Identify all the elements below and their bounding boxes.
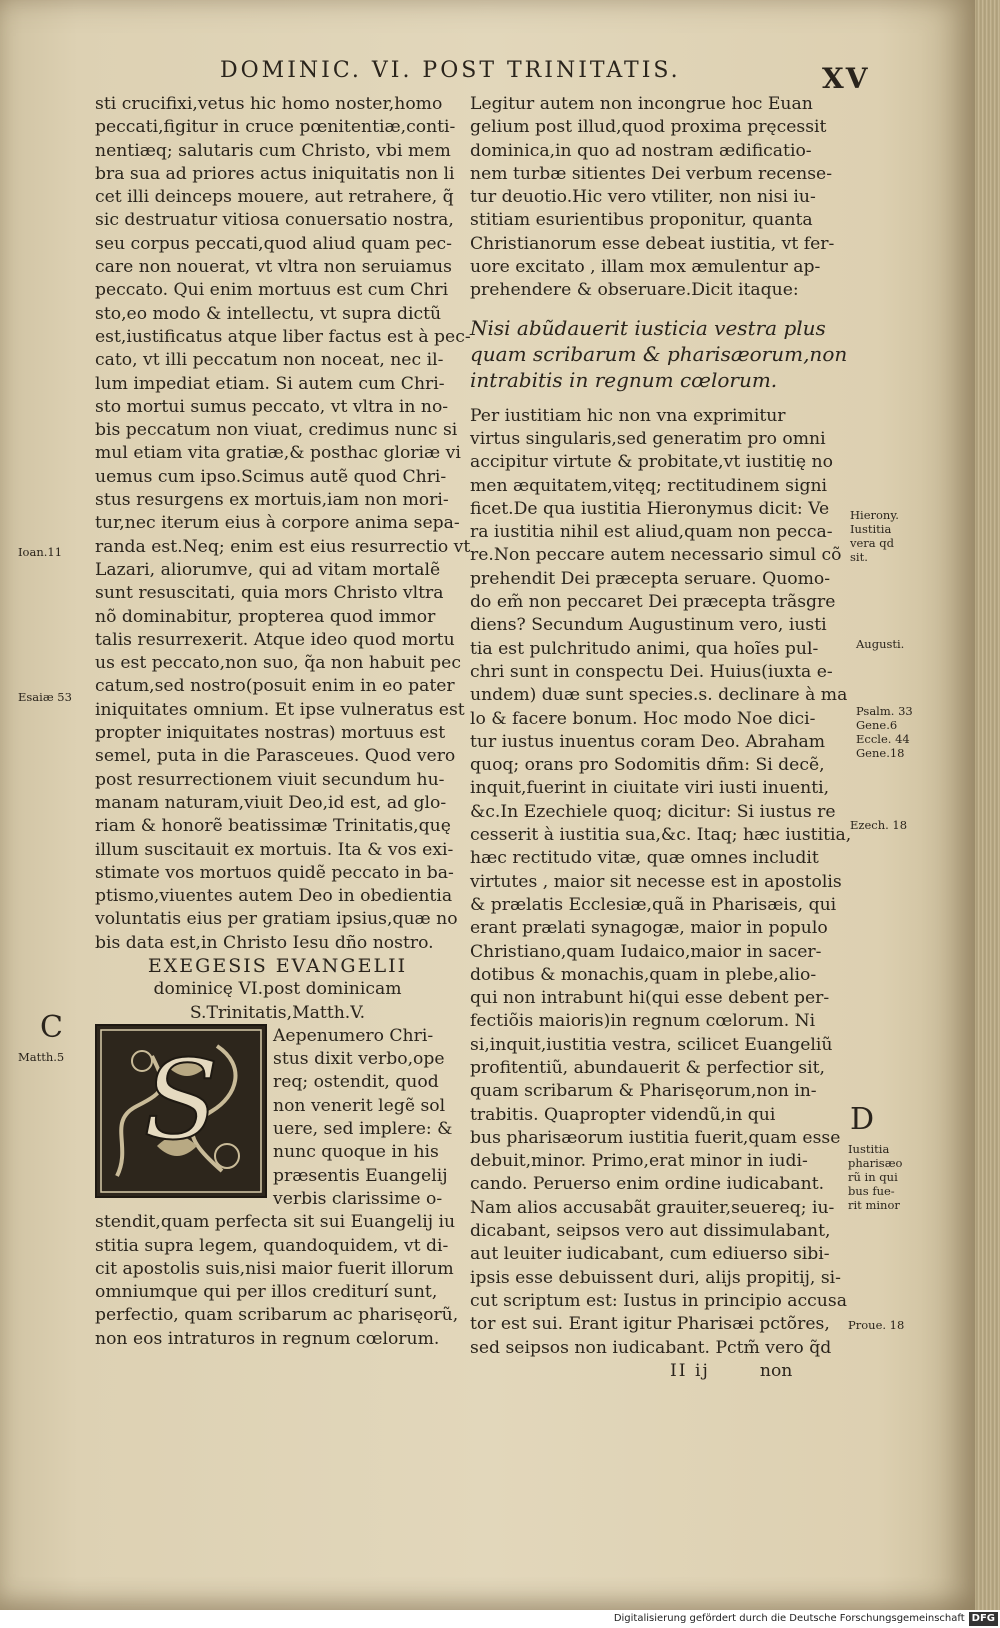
text-line: lo & facere bonum. Hoc modo Noe dici-: [470, 708, 816, 729]
text-line: re.Non peccare autem necessario simul cõ: [470, 545, 842, 566]
running-title: DOMINIC. VI. POST TRINITATIS.: [220, 58, 681, 83]
text-line: & prælatis Ecclesiæ,quã in Pharisæis, qui: [470, 894, 837, 915]
text-line: semel, puta in die Parasceues. Quod vero: [95, 746, 456, 767]
text-line: non venerit legẽ sol: [273, 1095, 446, 1116]
text-line: debuit,minor. Primo,erat minor in iudi-: [470, 1151, 808, 1172]
text-line: hæc rectitudo vitæ, quæ omnes includit: [470, 848, 819, 869]
text-line: profitentiũ, abundauerit & perfectior sit,: [470, 1057, 825, 1078]
margin-note-matth: Matth.5: [18, 1050, 65, 1064]
catchword: non: [759, 1360, 793, 1381]
text-line: iniquitates omnium. Et ipse vulneratus est: [95, 699, 465, 720]
margin-note-iustitia: Iustitia pharisæo rũ in qui bus fue- rit minor: [848, 1142, 903, 1212]
margin-note-augusti: Augusti.: [856, 637, 905, 651]
text-line: diens? Secundum Augustinum vero, iusti: [470, 615, 827, 636]
text-line: omniumque qui per illos crediturí sunt,: [95, 1282, 438, 1303]
text-line: dicabant, seipsos vero aut dissimulabant,: [470, 1221, 831, 1242]
text-line: perfectio, quam scribarum ac pharisęorũ,: [95, 1305, 459, 1326]
text-line: stus dixit verbo,ope: [273, 1049, 445, 1070]
text-line: est,iustificatus atque liber factus est à pec-: [95, 326, 471, 347]
text-line: sti crucifixi,vetus hic homo noster,homo: [95, 94, 443, 114]
text-line: tur iustus inuentus coram Deo. Abraham: [470, 731, 826, 752]
footer-text: Digitalisierung gefördert durch die Deutsche Forschungsgemeinschaft: [613, 1613, 965, 1624]
text-line: voluntatis eius per gratiam ipsius,quæ no: [95, 909, 458, 930]
text-line: virtus singularis,sed generatim pro omni: [470, 428, 826, 449]
decorated-initial: [95, 1024, 267, 1198]
text-line: Legitur autem non incongrue hoc Euan: [470, 94, 813, 114]
text-line: intrabitis in regnum cœlorum.: [470, 367, 778, 392]
text-line: cando. Peruerso enim ordine iudicabant.: [470, 1174, 825, 1195]
section-letter-c: C: [40, 1010, 63, 1045]
text-line: quoq; orans pro Sodomitis dñm: Si decẽ,: [470, 755, 825, 776]
text-line: sic destruatur vitiosa conuersatio nostra,: [95, 210, 454, 231]
margin-note-proue: Proue. 18: [848, 1318, 905, 1332]
text-line: Lazari, aliorumve, qui ad vitam mortalẽ: [95, 559, 441, 580]
text-line: dotibus & monachis,quam in plebe,alio-: [470, 964, 817, 985]
right-column-text: [470, 405, 852, 1360]
text-line: Aepenumero Chri-: [273, 1025, 434, 1046]
text-line: do em̃ non peccaret Dei præcepta trãsgre: [470, 592, 836, 613]
text-line: ptismo,viuentes autem Deo in obedientia: [95, 886, 453, 907]
text-line: tur deuotio.Hic vero vtiliter, non nisi iu-: [470, 187, 816, 208]
text-line: nunc quoque in his: [273, 1142, 439, 1163]
text-line: cato, vt illi peccatum non noceat, nec il-: [95, 350, 444, 371]
text-line: propter iniquitates nostras) mortuus est: [95, 723, 446, 744]
text-line: Christiano,quam Iudaico,maior in sacer-: [470, 941, 822, 962]
text-line: nentiæq; salutaris cum Christo, vbi mem: [95, 140, 451, 161]
text-line: lum impediat etiam. Si autem cum Chri-: [95, 373, 445, 394]
decorated-initial-art: [97, 1026, 265, 1196]
text-line: verbis clarissime o-: [273, 1188, 443, 1209]
text-line: inquit,fuerint in ciuitate viri iusti inuenti,: [470, 778, 830, 799]
text-line: sto mortui sumus peccato, vt vltra in no-: [95, 396, 449, 417]
text-line: quam scribarum & Pharisęorum,non in-: [470, 1081, 817, 1102]
text-line: bus pharisæorum iustitia fuerit,quam esse: [470, 1127, 841, 1148]
text-line: post resurrectionem viuit secundum hu-: [95, 769, 445, 790]
exegesis-subtitle-1: dominicę VI.post dominicam: [153, 979, 402, 1000]
section-letter-d: D: [850, 1102, 875, 1137]
exegesis-subtitle-2: S.Trinitatis,Matth.V.: [189, 1002, 366, 1023]
text-line: undem) duæ sunt species.s. declinare à ma: [470, 685, 848, 706]
text-line: erant prælati synagogæ, maior in populo: [470, 918, 828, 939]
text-line: non eos intraturos in regnum cœlorum.: [95, 1328, 440, 1349]
text-line: stus resurgens ex mortuis,iam non mori-: [95, 490, 449, 511]
text-line: men æquitatem,vitęq; rectitudinem signi: [470, 475, 828, 496]
text-line: bis data est,in Christo Iesu dño nostro.: [95, 932, 434, 953]
text-line: cut scriptum est: Iustus in principio accusa: [470, 1290, 847, 1311]
text-line: uemus cum ipso.Scimus autẽ quod Chri-: [95, 466, 447, 487]
text-line: seu corpus peccati,quod aliud quam pec-: [95, 233, 452, 254]
text-line: tur,nec iterum eius à corpore anima sepa-: [95, 513, 460, 534]
text-line: illum suscitauit ex mortuis. Ita & vos exi-: [95, 839, 454, 860]
text-line: stimate vos mortuos quidẽ peccato in ba-: [95, 862, 454, 883]
text-line: chri sunt in conspectu Dei. Huius(iuxta e-: [470, 661, 833, 682]
signature-mark: II ij: [670, 1360, 710, 1381]
text-line: cesserit à iustitia sua,&c. Itaq; hæc iustitia,: [470, 825, 852, 846]
page-edge: [975, 0, 1000, 1610]
margin-note-psalm: Psalm. 33 Gene.6 Eccle. 44 Gene.18: [856, 704, 913, 760]
text-line: sed seipsos non iudicabant. Pctm̃ vero q̃d: [470, 1337, 832, 1358]
text-line: prehendere & obseruare.Dicit itaque:: [470, 280, 799, 301]
text-line: randa est.Neq; enim est eius resurrectio vt: [95, 536, 471, 557]
text-line: aut leuiter iudicabant, cum ediuerso sibi-: [470, 1244, 830, 1265]
text-line: ipsis esse debuissent duri, alijs propitij, si-: [470, 1267, 841, 1288]
text-line: us est peccato,non suo, q̃a non habuit pec: [95, 653, 461, 674]
text-line: dominica,in quo ad nostram ædificatio-: [470, 140, 812, 161]
text-line: fectiõis maioris)in regnum cœlorum. Ni: [470, 1011, 816, 1032]
folio-number: XV: [822, 62, 870, 95]
gospel-verse: [470, 315, 848, 393]
text-line: uore excitato , illam mox æmulentur ap-: [470, 257, 821, 278]
text-line: peccato. Qui enim mortuus est cum Chri: [95, 280, 449, 301]
text-line: Per iustitiam hic non vna exprimitur: [470, 405, 786, 426]
text-line: Christianorum esse debeat iustitia, vt fer-: [470, 233, 835, 254]
text-line: cit apostolis suis,nisi maior fuerit illorum: [95, 1258, 454, 1279]
text-line: peccati,figitur in cruce pœnitentiæ,conti-: [95, 117, 456, 138]
text-line: Nam alios accusabãt grauiter,seuereq; iu-: [470, 1197, 835, 1218]
text-line: sto,eo modo & intellectu, vt supra dictũ: [95, 303, 442, 324]
text-line: si,inquit,iustitia vestra, scilicet Euangeliũ: [470, 1034, 833, 1055]
text-line: care non nouerat, vt vltra non seruiamus: [95, 257, 452, 278]
text-line: virtutes , maior sit necesse est in apostolis: [470, 871, 842, 892]
text-line: Nisi abũdauerit iusticia vestra plus: [470, 315, 826, 340]
text-line: stitiam esurientibus proponitur, quanta: [470, 210, 813, 231]
text-line: riam & honorẽ beatissimæ Trinitatis,quę: [95, 816, 451, 837]
text-line: stendit,quam perfecta sit sui Euangelij iu: [95, 1212, 456, 1233]
text-line: manam naturam,viuit Deo,id est, ad glo-: [95, 792, 447, 813]
text-line: nõ dominabitur, propterea quod immor: [95, 606, 436, 627]
text-line: talis resurrexerit. Atque ideo quod mortu: [95, 629, 455, 650]
left-column-text: [95, 93, 471, 955]
text-line: tia est pulchritudo animi, qua hoĩes pul-: [470, 638, 819, 659]
text-line: ficet.De qua iustitia Hieronymus dicit: Ve: [470, 498, 830, 519]
text-line: quam scribarum & pharisæorum,non: [470, 341, 848, 366]
text-line: req; ostendit, quod: [273, 1072, 439, 1093]
text-line: præsentis Euangelij: [273, 1165, 448, 1186]
digitization-footer: [0, 1610, 1000, 1628]
exegesis-title: EXEGESIS EVANGELII: [147, 954, 408, 977]
text-line: gelium post illud,quod proxima pręcessit: [470, 117, 827, 138]
text-line: &c.In Ezechiele quoq; dicitur: Si iustus re: [470, 801, 836, 822]
margin-note-ioan: Ioan.11: [18, 545, 63, 559]
margin-note-esaiae: Esaiæ 53: [18, 690, 72, 704]
margin-note-ezech: Ezech. 18: [850, 818, 908, 832]
text-line: nem turbæ sitientes Dei verbum recense-: [470, 163, 833, 184]
right-intro-text: [470, 93, 835, 303]
text-line: bis peccatum non viuat, credimus nunc si: [95, 420, 458, 441]
text-line: sunt resuscitati, quia mors Christo vltra: [95, 583, 444, 604]
text-line: qui non intrabunt hi(qui esse debent per-: [470, 988, 830, 1009]
right-column: [470, 93, 852, 1383]
text-line: trabitis. Quapropter videndũ,in qui: [470, 1104, 776, 1125]
text-line: tor est sui. Erant igitur Pharisæi pctõres,: [470, 1314, 830, 1335]
dfg-logo: DFG: [969, 1612, 998, 1626]
text-line: prehendit Dei præcepta seruare. Quomo-: [470, 568, 831, 589]
text-line: cet illi deinceps mouere, aut retrahere, q̃: [95, 187, 454, 208]
text-line: bra sua ad priores actus iniquitatis non li: [95, 163, 455, 184]
dropcap-letter: S: [143, 1036, 219, 1164]
margin-note-hierony: Hierony. Iustitia vera qd sit.: [850, 508, 899, 564]
text-line: catum,sed nostro(posuit enim in eo pater: [95, 676, 455, 697]
left-column-tail-text: [95, 1211, 460, 1351]
text-line: accipitur virtute & probitate,vt iustitię no: [470, 452, 833, 473]
text-line: stitia supra legem, quandoquidem, vt di-: [95, 1235, 449, 1256]
text-line: mul etiam vita gratiæ,& posthac gloriæ vi: [95, 443, 461, 464]
text-line: ra iustitia nihil est aliud,quam non pecca-: [470, 522, 833, 543]
text-line: uere, sed implere: &: [273, 1119, 453, 1140]
